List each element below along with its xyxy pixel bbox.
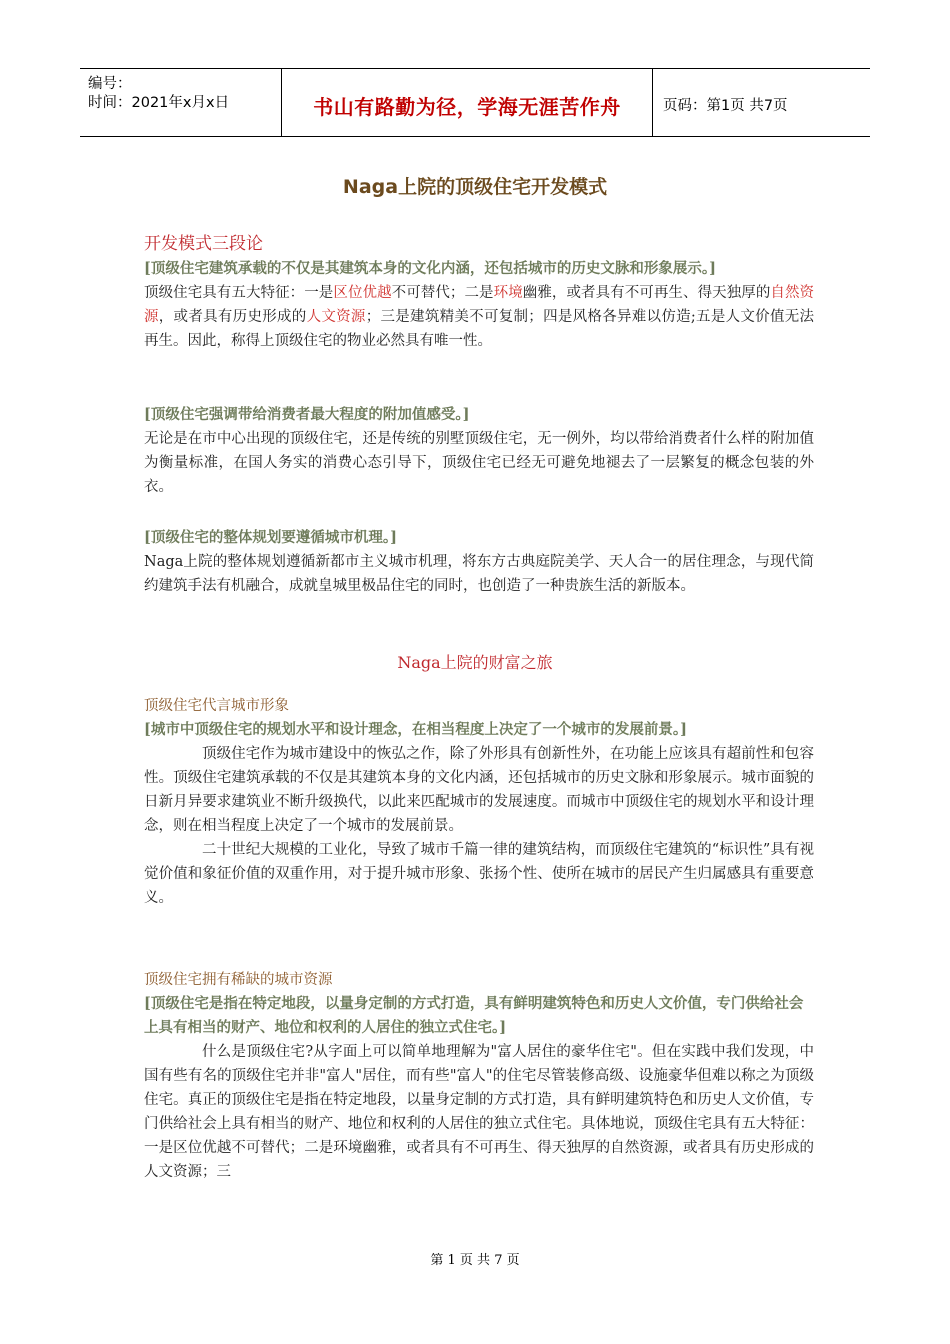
document-number-label: 编号： bbox=[88, 76, 132, 92]
section-scarce-resources bbox=[144, 968, 814, 1184]
section-added-value bbox=[144, 403, 814, 499]
section-overall-planning bbox=[144, 526, 814, 598]
section-city-image bbox=[144, 694, 814, 910]
text-run: 顶级住宅具有五大特征：一是 bbox=[144, 285, 334, 301]
text-run: 不可替代；二是 bbox=[391, 285, 494, 301]
subheading-quote: [顶级住宅强调带给消费者最大程度的附加值感受。] bbox=[144, 406, 470, 423]
highlight-text: 人文资源 bbox=[306, 309, 366, 325]
highlight-text: 自然资源 bbox=[144, 285, 815, 325]
section-heading: 开发模式三段论 bbox=[144, 234, 263, 254]
highlight-text: 区位优越 bbox=[333, 285, 392, 301]
page-footer: 第 1 页 共 7 页 bbox=[430, 1253, 520, 1268]
subheading-quote: [顶级住宅建筑承载的不仅是其建筑本身的文化内涵，还包括城市的历史文脉和形象展示。] bbox=[144, 260, 716, 277]
paragraph: 顶级住宅作为城市建设中的恢弘之作，除了外形具有创新性外，在功能上应该具有超前性和包容性。顶级住宅建筑承载的不仅是其建筑本身的文化内涵，还包括城市的历史文脉和形象展示。城市面貌的日新月异要求建筑业不断升级换代，以此来匹配城市的发展速度。而城市中顶级住宅的规划水平和设计理念，则在相当程度上决定了一个城市的发展前景。 bbox=[144, 746, 814, 834]
paragraph: Naga上院的整体规划遵循新都市主义城市机理，将东方古典庭院美学、天人合一的居住理念，与现代简约建筑手法有机融合，成就皇城里极品住宅的同时，也创造了一种贵族生活的新版本。 bbox=[144, 554, 814, 594]
page-number-label: 页码：第1页 共7页 bbox=[663, 98, 788, 114]
paragraph bbox=[144, 281, 814, 353]
paragraph: 二十世纪大规模的工业化，导致了城市千篇一律的建筑结构，而顶级住宅建筑的“标识性”具有视觉价值和象征价值的双重作用，对于提升城市形象、张扬个性、使所在城市的居民产生归属感具有重要意义。 bbox=[144, 842, 814, 906]
paragraph: 无论是在市中心出现的顶级住宅，还是传统的别墅顶级住宅，无一例外，均以带给消费者什么样的附加值为衡量标准，在国人务实的消费心态引导下，顶级住宅已经无可避免地褪去了一层繁复的概念包装的外衣。 bbox=[144, 431, 814, 495]
header-page-cell bbox=[653, 69, 870, 136]
highlight-text: 环境 bbox=[493, 285, 523, 301]
document-time-label: 时间：2021年x月x日 bbox=[88, 95, 230, 111]
part-heading: 顶级住宅拥有稀缺的城市资源 bbox=[144, 972, 333, 988]
header-motto-cell bbox=[282, 69, 653, 136]
text-run: ；三是建筑精美不可复制；四是风格各异难以仿造;五是人文价值无法再生。因此，称得上顶级住宅的物业必然具有唯一性。 bbox=[144, 309, 815, 349]
subheading-quote: [顶级住宅是指在特定地段，以量身定制的方式打造，具有鲜明建筑特色和历史人文价值，专门供给社会上具有相当的财产、地位和权利的人居住的独立式住宅。] bbox=[144, 995, 804, 1036]
section-development-model bbox=[144, 231, 814, 353]
section-heading-wealth: Naga上院的财富之旅 bbox=[397, 653, 553, 672]
page-title: Naga上院的顶级住宅开发模式 bbox=[342, 176, 608, 198]
motto-text: 书山有路勤为径，学海无涯苦作舟 bbox=[313, 95, 621, 119]
header-info-cell bbox=[80, 69, 282, 136]
subheading-quote: [顶级住宅的整体规划要遵循城市机理。] bbox=[144, 529, 397, 546]
part-heading: 顶级住宅代言城市形象 bbox=[144, 698, 289, 714]
header-table bbox=[80, 68, 870, 137]
subheading-quote: [城市中顶级住宅的规划水平和设计理念，在相当程度上决定了一个城市的发展前景。] bbox=[144, 721, 687, 738]
text-run: ，或者具有历史形成的 bbox=[158, 309, 307, 325]
paragraph: 什么是顶级住宅?从字面上可以简单地理解为"富人居住的豪华住宅"。但在实践中我们发现，中国有些有名的顶级住宅并非"富人"居住，而有些"富人"的住宅尽管装修高级、设施豪华但难以称之为顶级住宅。真正的顶级住宅是指在特定地段，以量身定制的方式打造，具有鲜明建筑特色和历史人文价值，专门供给社会上具有相当的财产、地位和权利的人居住的独立式住宅。具体地说，顶级住宅具有五大特征：一是区位优越不可替代；二是环境幽雅，或者具有不可再生、得天独厚的自然资源，或者具有历史形成的人文资源；三 bbox=[144, 1044, 814, 1180]
text-run: 幽雅，或者具有不可再生、得天独厚的 bbox=[522, 285, 771, 301]
